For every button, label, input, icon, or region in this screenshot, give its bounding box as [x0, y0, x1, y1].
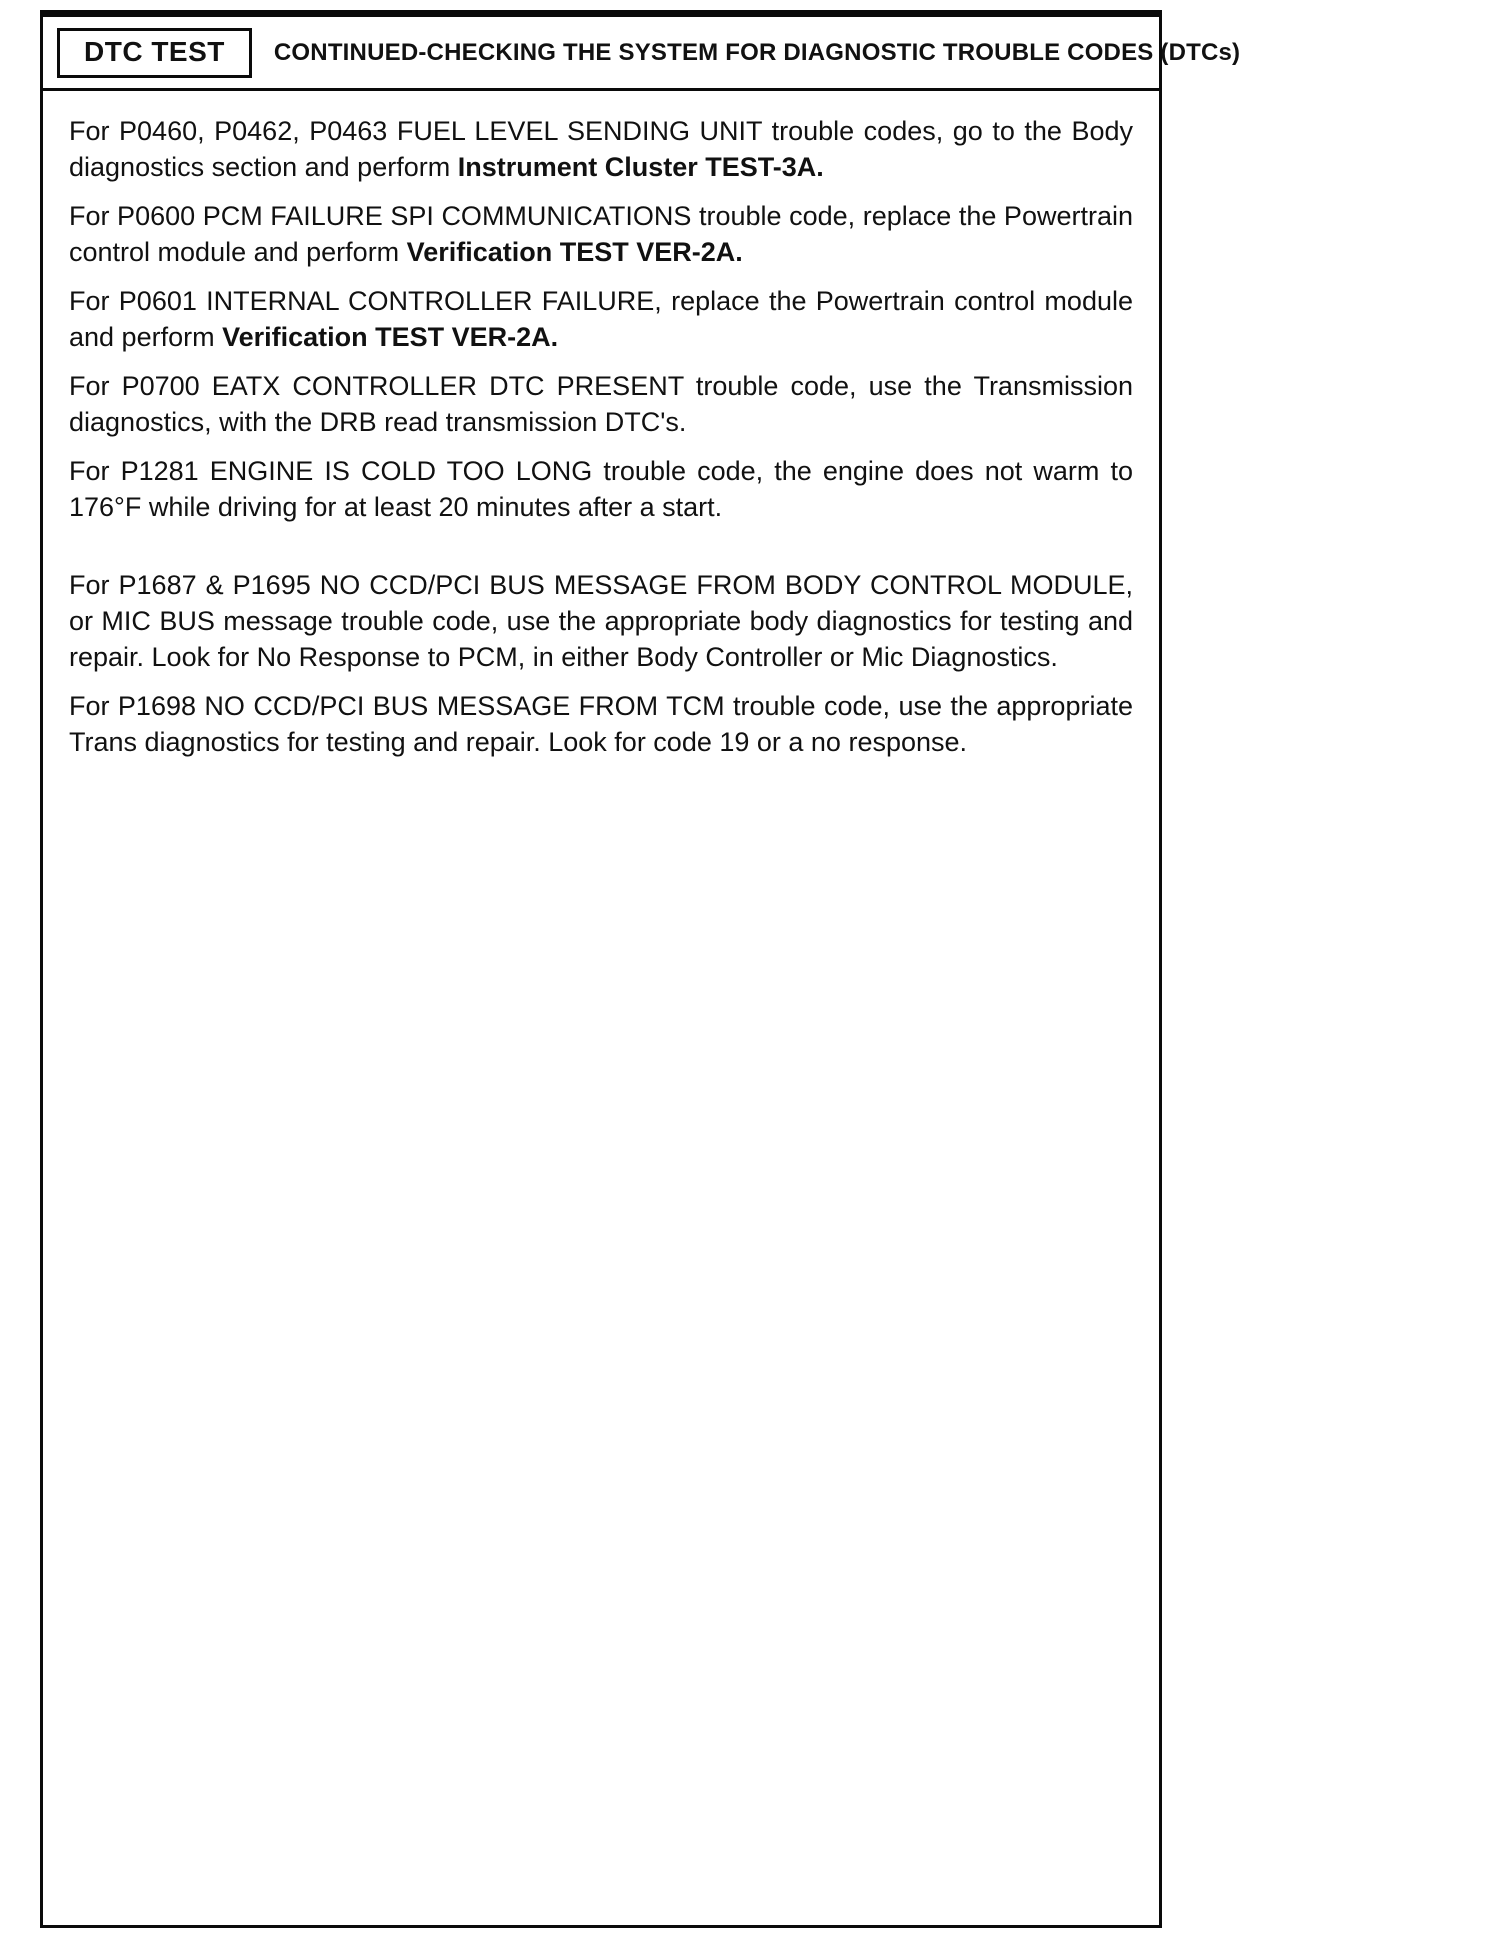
paragraph-p1698 — [69, 688, 1133, 760]
dtc-test-badge-label: DTC TEST — [84, 35, 225, 67]
paragraph-p0600 — [69, 198, 1133, 270]
paragraph-p1281 — [69, 453, 1133, 525]
paragraph-bold-text: Instrument Cluster TEST-3A. — [457, 152, 824, 182]
paragraph-text: For P0460, P0462, P0463 FUEL LEVEL SENDING UNIT trouble codes, go to the Body diagnostics section and perform — [69, 116, 1133, 182]
paragraph-text: For P0601 INTERNAL CONTROLLER FAILURE, replace the Powertrain control module and perform — [69, 286, 1133, 352]
paragraph-p0601 — [69, 283, 1133, 355]
dtc-test-badge — [57, 28, 252, 78]
paragraph-p0700 — [69, 368, 1133, 440]
paragraph-text: For P1698 NO CCD/PCI BUS MESSAGE FROM TCM trouble code, use the appropriate Trans diagnostics for testing and repair. Look for code 19 or a no response. — [69, 691, 1133, 757]
content-frame — [40, 10, 1241, 1928]
paragraph-text: For P0700 EATX CONTROLLER DTC PRESENT trouble code, use the Transmission diagnostics, with the DRB read transmission DTC's. — [69, 371, 1133, 437]
page-title: CONTINUED-CHECKING THE SYSTEM FOR DIAGNOSTIC TROUBLE CODES (DTCs) — [273, 38, 1241, 66]
paragraph-p1687-p1695 — [69, 567, 1133, 675]
document-body — [43, 91, 1159, 760]
paragraph-text: For P1687 & P1695 NO CCD/PCI BUS MESSAGE FROM BODY CONTROL MODULE, or MIC BUS message trouble code, use the appropriate body diagnostics for testing and repair. Look for No Response to PCM, in either Body Controller or Mic Diagnostics. — [69, 570, 1133, 672]
paragraph-bold-text: Verification TEST VER-2A. — [222, 322, 559, 352]
paragraph-p0460 — [69, 113, 1133, 185]
paragraph-text: For P0600 PCM FAILURE SPI COMMUNICATIONS trouble code, replace the Powertrain control module and perform — [69, 201, 1133, 267]
paragraph-bold-text: Verification TEST VER-2A. — [406, 237, 743, 267]
paragraph-text: For P1281 ENGINE IS COLD TOO LONG trouble code, the engine does not warm to 176°F while driving for at least 20 minutes after a start. — [69, 456, 1133, 522]
document-header — [43, 17, 1241, 91]
